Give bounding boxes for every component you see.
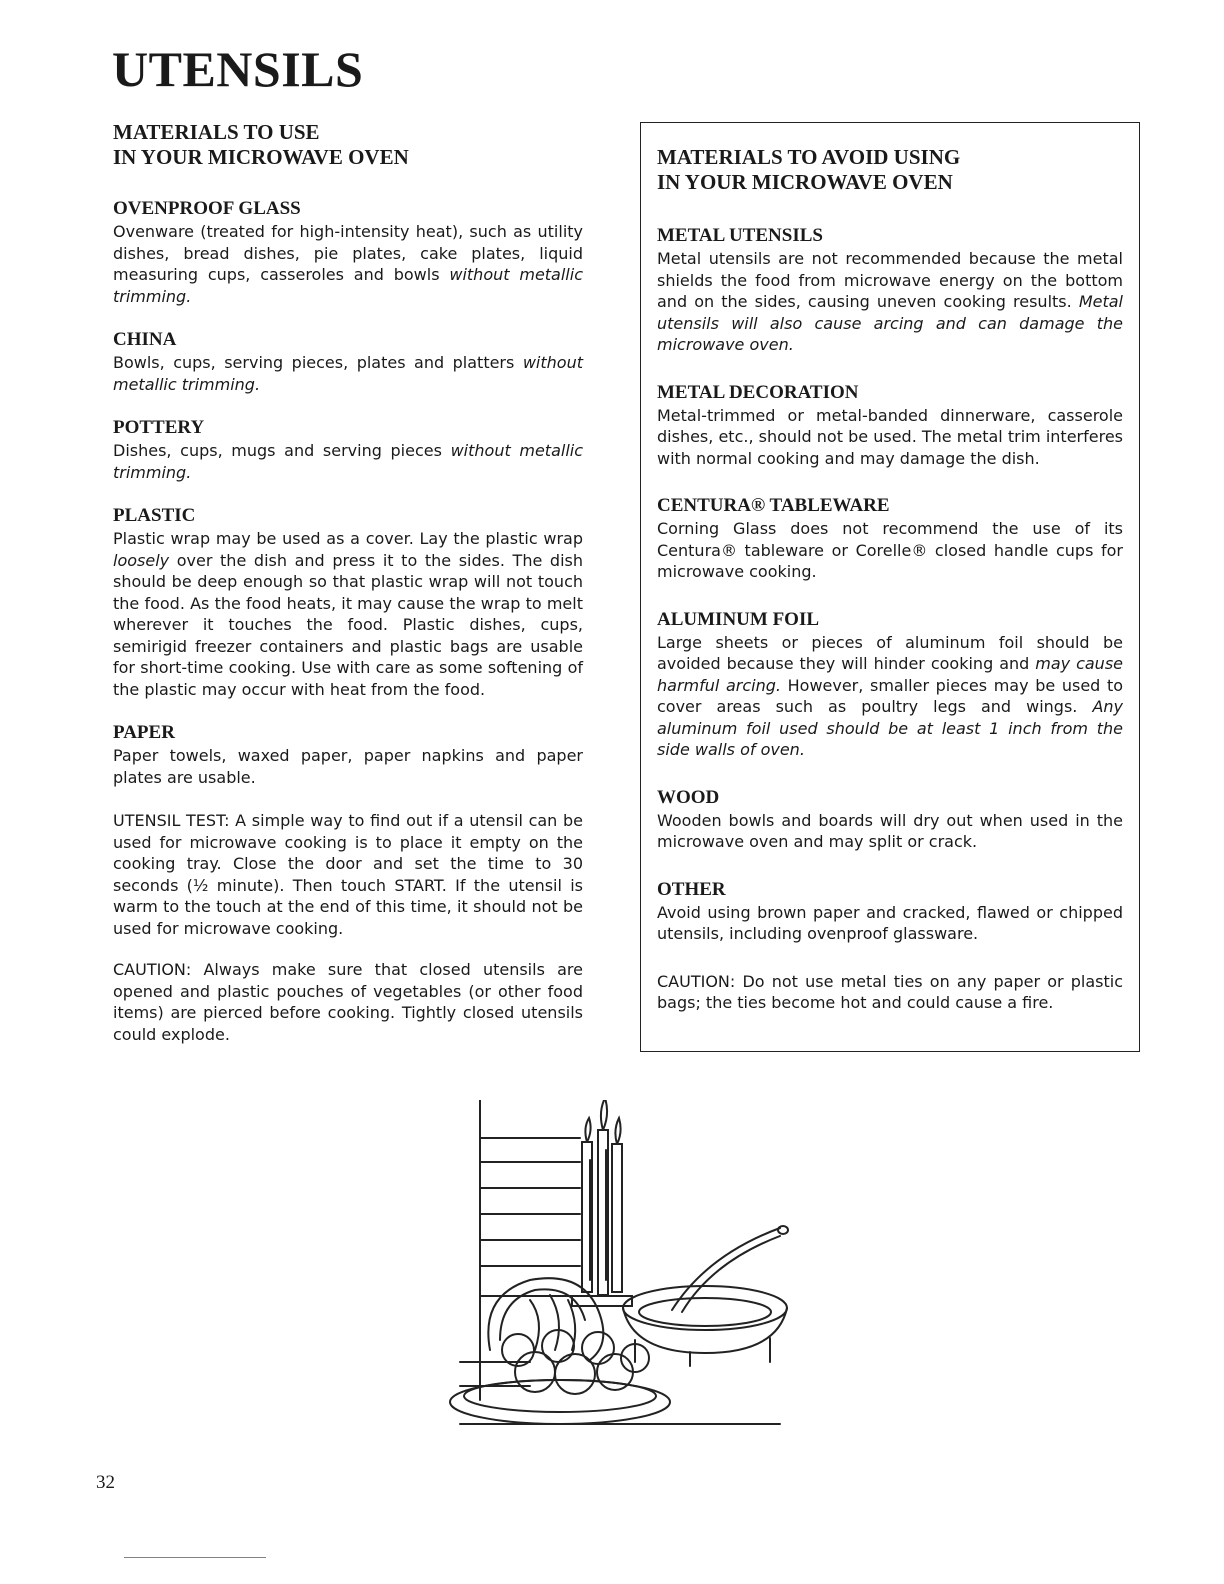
page-title: UTENSILS [112,41,364,97]
section-title: CENTURA® TABLEWARE [657,495,890,516]
section-other [657,879,1123,945]
section-title: OTHER [657,878,726,900]
section-plastic [113,505,583,700]
materials-to-avoid-heading [657,145,1123,195]
heading-line-1: MATERIALS TO USE [113,120,320,144]
section-text: Paper towels, waxed paper, paper napkins and paper plates are usable. [113,746,583,787]
section-text: Avoid using brown paper and cracked, flawed or chipped utensils, including ovenproof glassware. [657,902,1123,943]
section-wood [657,787,1123,853]
caution-note: CAUTION: Do not use metal ties on any paper or plastic bags; the ties become hot and could cause a fire. [657,971,1123,1012]
section-text: Plastic wrap may be used as a cover. Lay the plastic wrap loosely over the dish and press it to the sides. The dish should be deep enough so that plastic wrap will not touch the food. As the food heats, it may cause the wrap to melt wherever it touches the food. Plastic dishes, cups, semirigid freezer containers and plastic bags are usable for short-time cooking. Use with care as some softening of the plastic may occur with heat from the food. [113,529,583,699]
section-text: Bowls, cups, serving pieces, plates and platters without metallic trimming. [113,353,583,394]
section-text: Dishes, cups, mugs and serving pieces without metallic trimming. [113,441,584,482]
materials-to-use-heading [113,120,583,170]
section-china [113,329,583,395]
section-title: PAPER [113,722,175,743]
section-title: CHINA [113,329,177,350]
materials-to-use-column [113,120,583,1065]
heading-line-1: MATERIALS TO AVOID USING [657,145,961,169]
section-title: ALUMINUM FOIL [657,608,820,630]
section-title: WOOD [657,786,720,808]
section-text: Corning Glass does not recommend the use of its Centura® tableware or Corelle® closed handle cups for microwave cooking. [657,519,1123,581]
section-title: METAL DECORATION [657,381,859,403]
section-centura-tableware [657,495,1123,583]
section-title: OVENPROOF GLASS [113,198,301,219]
heading-line-2: IN YOUR MICROWAVE OVEN [657,170,953,194]
heading-line-2: IN YOUR MICROWAVE OVEN [113,145,409,169]
section-paper [113,722,583,788]
section-metal-decoration [657,382,1123,470]
section-text: Large sheets or pieces of aluminum foil should be avoided because they will hinder cooking and may cause harmful arcing. However, smaller pieces may be used to cover areas such as poultry legs and wings. Any aluminum foil used should be at least 1 inch from the side walls of oven. [657,632,1124,759]
section-ovenproof-glass [113,198,583,307]
section-title: PLASTIC [113,505,196,526]
section-text: Wooden bowls and boards will dry out when used in the microwave oven and may split or crack. [657,810,1123,851]
candles-and-roast-illustration [440,1100,800,1440]
section-text: Metal-trimmed or metal-banded dinnerware, casserole dishes, etc., should not be used. The metal trim interferes with normal cooking and may damage the dish. [657,405,1123,468]
section-title: METAL UTENSILS [657,225,823,246]
utensil-test-note: UTENSIL TEST: A simple way to find out if a utensil can be used for microwave cooking is to place it empty on the cooking tray. Close the door and set the time to 30 seconds (½ minute). Then touch START. If the utensil is warm to the touch at the end of this time, it should not be used for microwave cooking. [113,811,583,938]
section-text: Metal utensils are not recommended because the metal shields the food from microwave energy on the bottom and on the sides, causing uneven cooking results. Metal utensils will also cause arcing and can damage the microwave oven. [657,249,1123,354]
footer-rule [124,1557,266,1558]
page-number: 32 [96,1472,115,1493]
section-pottery [113,417,583,483]
section-metal-utensils [657,225,1123,356]
section-title: POTTERY [113,417,205,438]
section-text: Ovenware (treated for high-intensity heat), such as utility dishes, bread dishes, pie plates, cake plates, liquid measuring cups, casseroles and bowls without metallic trimming. [113,222,583,306]
materials-to-avoid-box [640,122,1140,1052]
section-aluminum-foil [657,609,1123,761]
caution-note: CAUTION: Always make sure that closed utensils are opened and plastic pouches of vegetables (or other food items) are pierced before cooking. Tightly closed utensils could explode. [113,960,583,1044]
